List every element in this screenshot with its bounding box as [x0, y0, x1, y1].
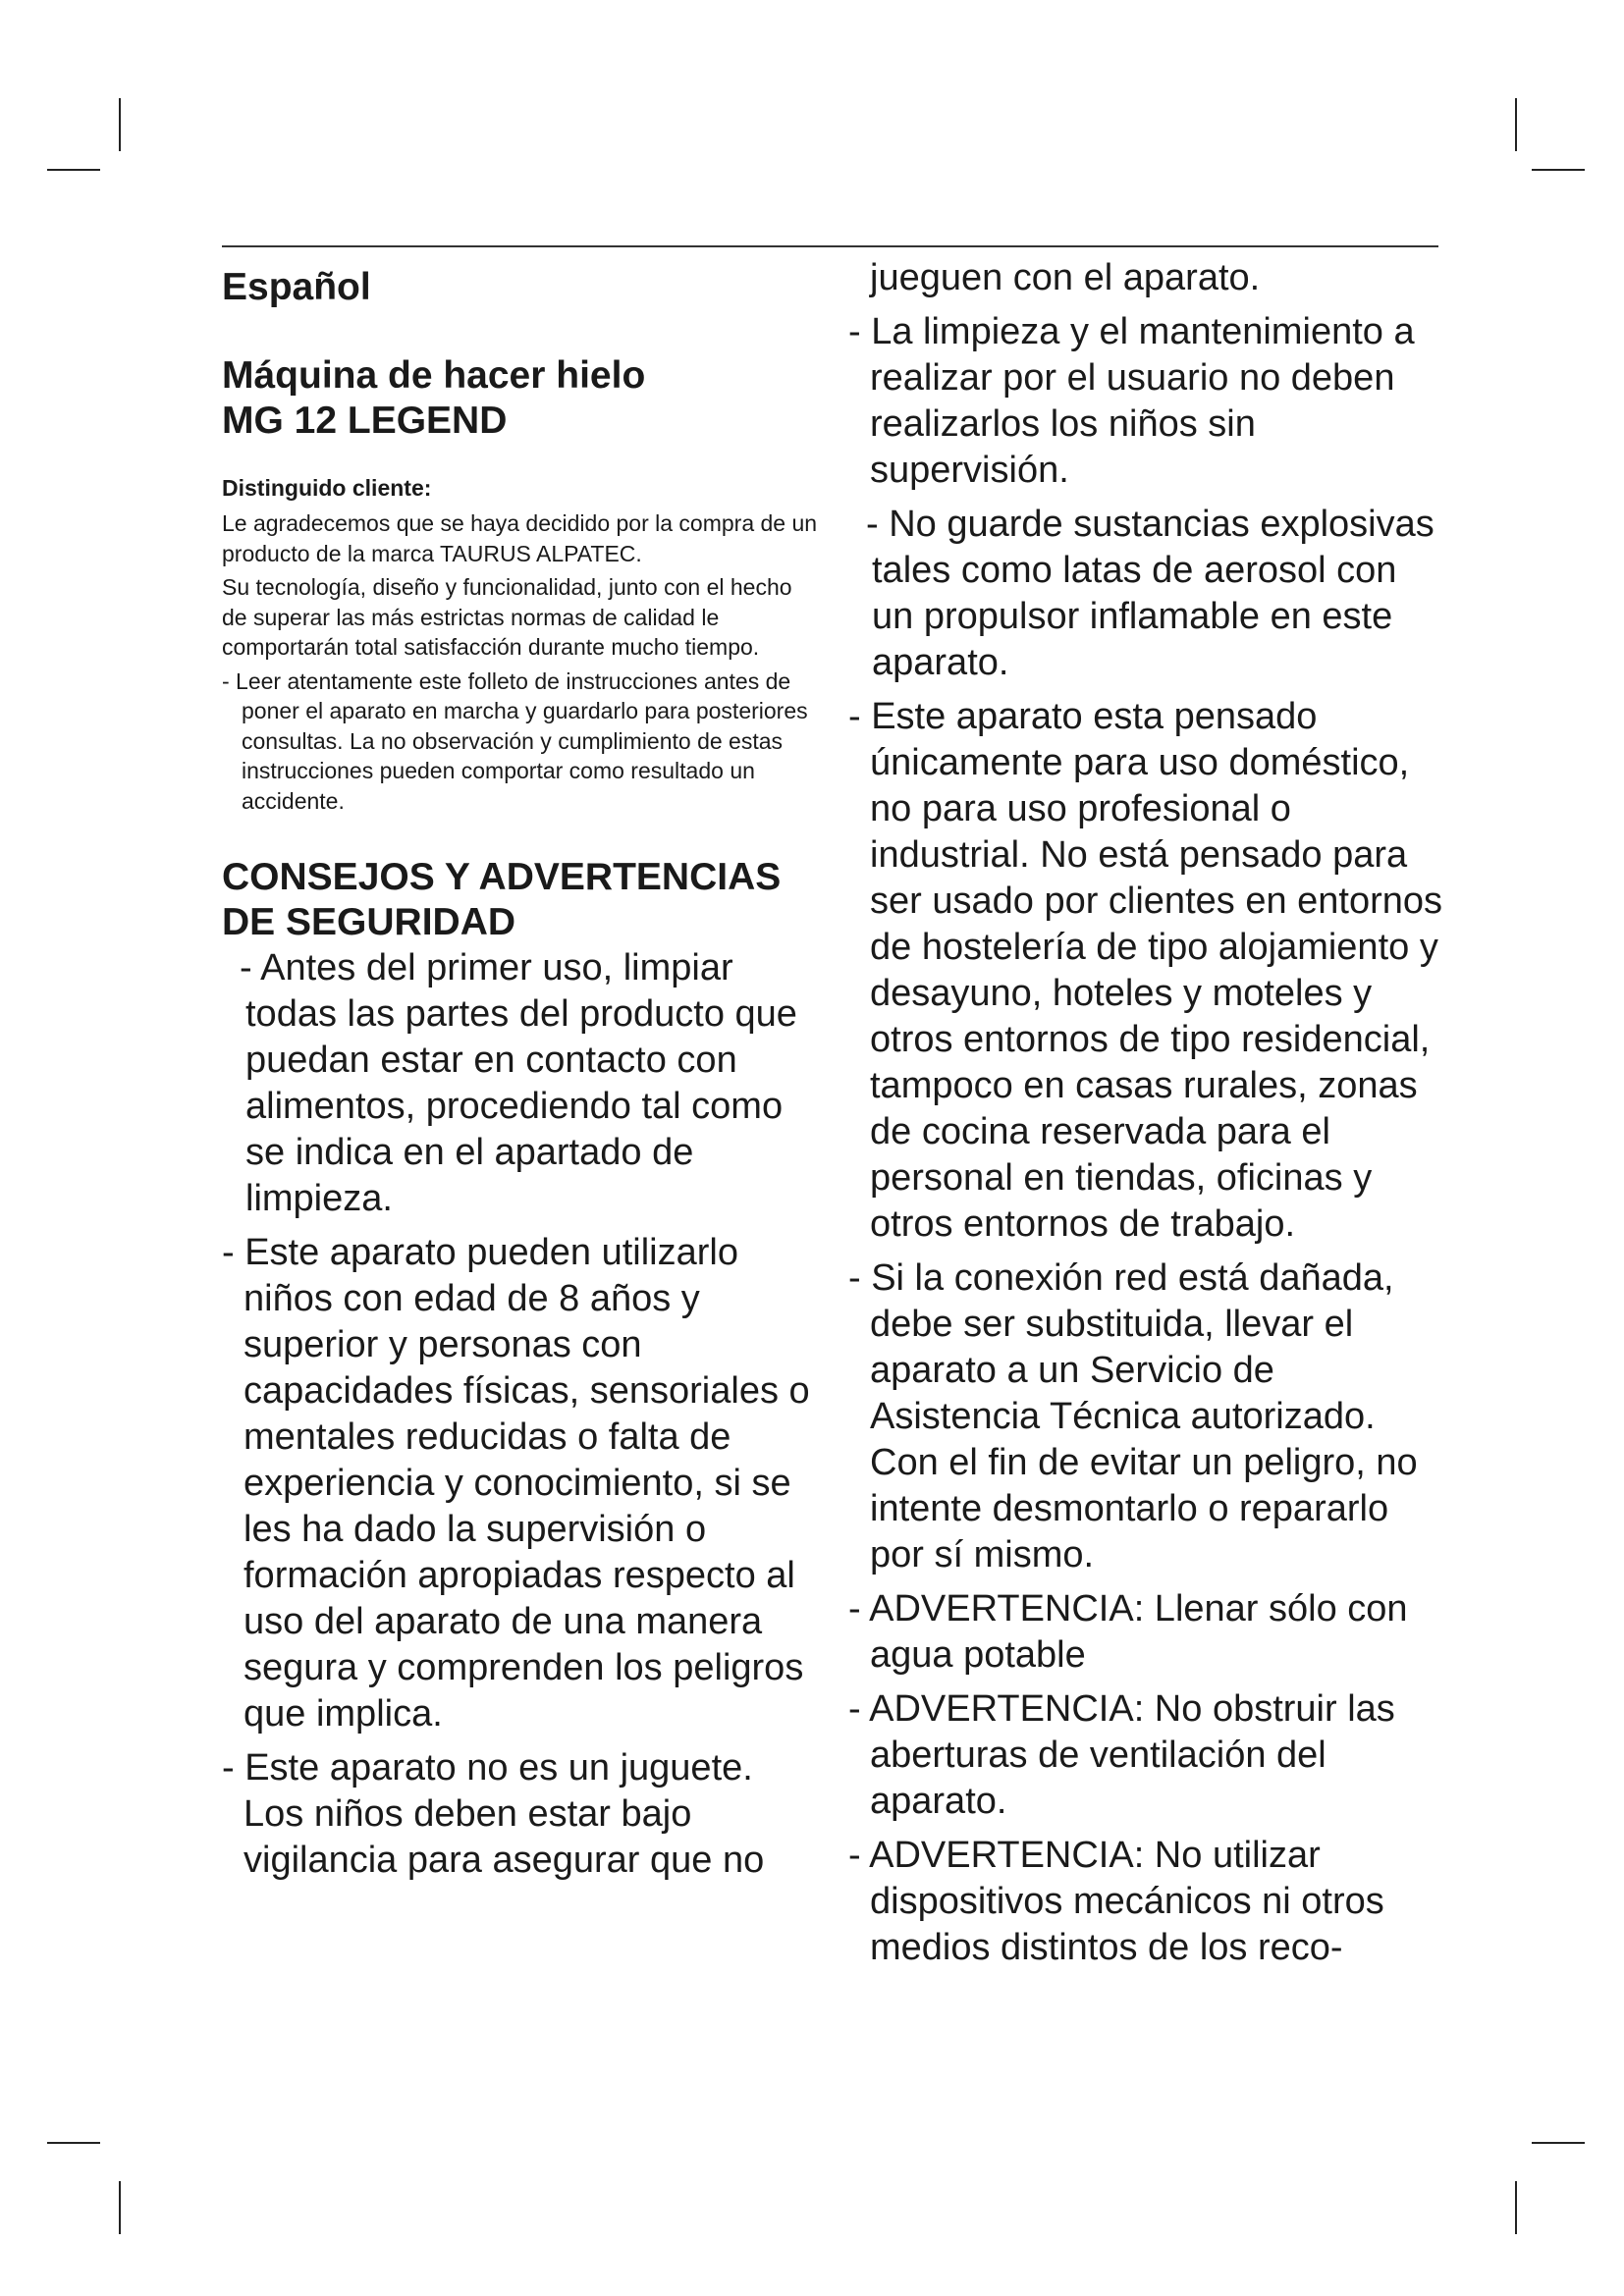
intro-bullet: - Leer atentamente este folleto de instrucciones antes de poner el aparato en marcha y guardarlo para posteriores consultas. La no observación y cumplimiento de estas instrucciones pueden comportar como resultado un accidente. [222, 667, 808, 814]
list-item: - ADVERTENCIA: Llenar sólo con agua potable [848, 1588, 1408, 1676]
intro-text [222, 508, 821, 816]
right-column [848, 255, 1447, 1979]
list-item: - Si la conexión red está dañada, debe ser substituida, llevar el aparato a un Servicio de Asistencia Técnica autorizado. Con el fin de evitar un peligro, no intente desmontarlo o repararlo por sí mismo. [848, 1257, 1418, 1575]
section-title-line2: DE SEGURIDAD [222, 901, 516, 943]
crop-mark-bottom-right-vertical [1515, 2181, 1517, 2234]
product-title-line1: Máquina de hacer hielo [222, 354, 646, 397]
intro-paragraph: Le agradecemos que se haya decidido por la compra de un producto de la marca TAURUS ALPATEC. [222, 510, 818, 566]
header-rule [222, 245, 1438, 247]
list-item: - No guarde sustancias explosivas tales como latas de aerosol con un propulsor inflamable en este aparato. [866, 504, 1435, 683]
safety-list-right [848, 255, 1447, 1971]
crop-mark-bottom-right-horizontal [1532, 2142, 1585, 2144]
safety-list-left [222, 945, 821, 1884]
crop-mark-bottom-left-vertical [119, 2181, 121, 2234]
list-item: - Antes del primer uso, limpiar todas las partes del producto que puedan estar en contacto con alimentos, procediendo tal como se indica en el apartado de limpieza. [240, 947, 797, 1219]
list-item: - Este aparato no es un juguete. Los niños deben estar bajo vigilancia para asegurar que no [222, 1747, 765, 1881]
intro-paragraph: Su tecnología, diseño y funcionalidad, junto con el hecho de superar las más estrictas normas de calidad le comportarán total satisfacción durante mucho tiempo. [222, 574, 792, 660]
crop-mark-top-right-horizontal [1532, 169, 1585, 171]
crop-mark-top-left-vertical [119, 98, 121, 151]
list-item: - Este aparato esta pensado únicamente para uso doméstico, no para uso profesional o industrial. No está pensado para ser usado por clientes en entornos de hostelería de tipo alojamiento y desayuno, hoteles y moteles y otros entornos de tipo residencial, tampoco en casas rurales, zonas de cocina reservada para el personal en tiendas, oficinas y otros entornos de trabajo. [848, 696, 1443, 1245]
section-title-line1: CONSEJOS Y ADVERTENCIAS [222, 856, 782, 898]
language-heading: Español [222, 266, 371, 308]
list-item: - Este aparato pueden utilizarlo niños con edad de 8 años y superior y personas con capacidades físicas, sensoriales o mentales reducidas o falta de experiencia y conocimiento, si se les ha dado la supervisión o formación apropiadas respecto al uso del aparato de una manera segura y comprenden los peligros que implica. [222, 1232, 810, 1735]
product-title [222, 353, 821, 444]
list-item: - ADVERTENCIA: No obstruir las aberturas de ventilación del aparato. [848, 1688, 1395, 1822]
section-title [222, 855, 821, 945]
product-title-line2: MG 12 LEGEND [222, 400, 508, 442]
list-item: - ADVERTENCIA: No utilizar dispositivos mecánicos ni otros medios distintos de los reco- [848, 1835, 1384, 1968]
crop-mark-top-left-horizontal [47, 169, 100, 171]
list-item: - La limpieza y el mantenimiento a realizar por el usuario no deben realizarlos los niños sin supervisión. [848, 311, 1415, 491]
crop-mark-bottom-left-horizontal [47, 2142, 100, 2144]
left-column [222, 255, 821, 1892]
greeting: Distinguido cliente: [222, 475, 432, 501]
crop-mark-top-right-vertical [1515, 98, 1517, 151]
list-item-continuation: jueguen con el aparato. [870, 257, 1261, 298]
